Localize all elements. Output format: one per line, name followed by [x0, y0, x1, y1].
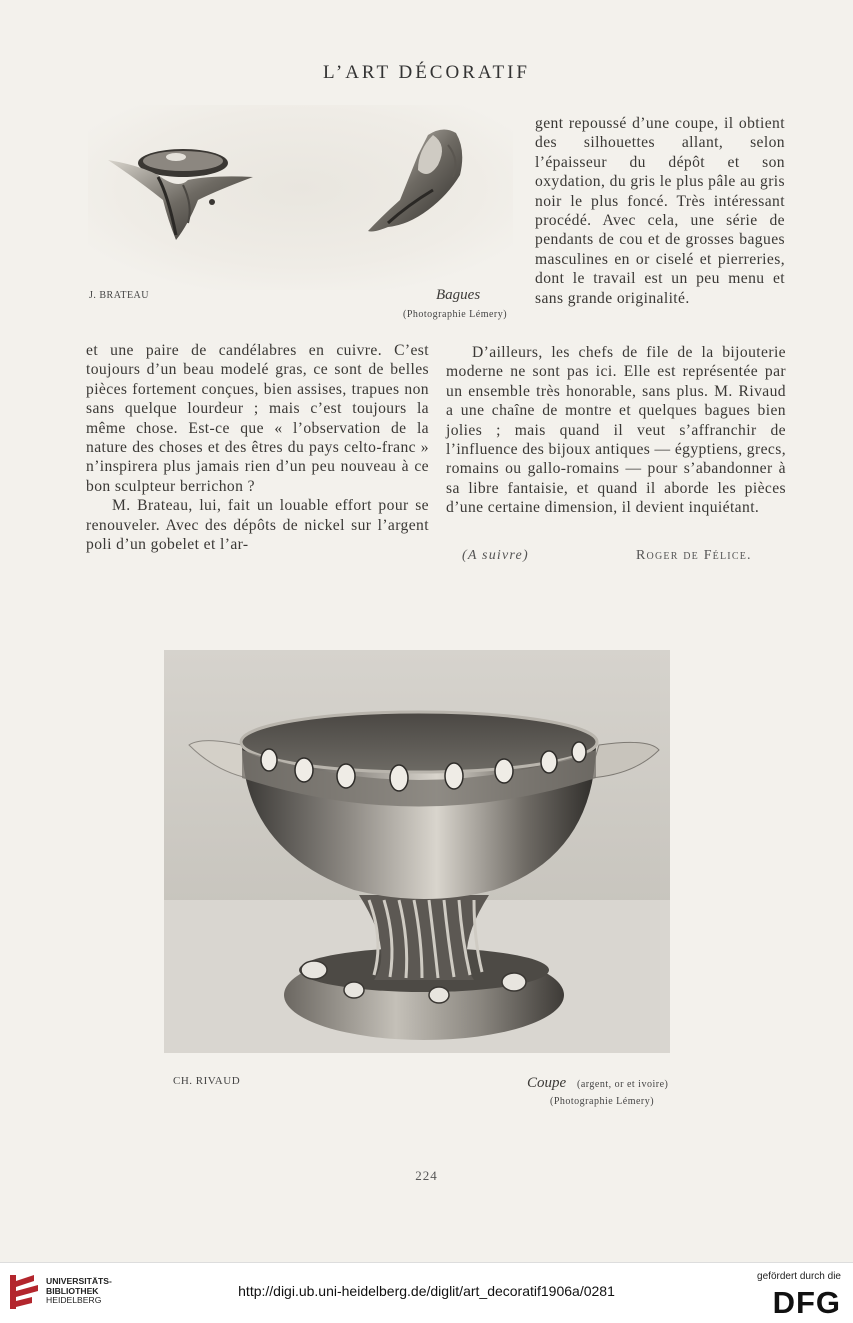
cup-photograph [164, 650, 670, 1053]
left-column [86, 341, 429, 554]
rings-artist: J. BRATEAU [89, 290, 150, 301]
author-signature: Roger de Félice. [636, 548, 752, 563]
library-line: BIBLIOTHEK [46, 1285, 99, 1296]
library-line: HEIDELBERG [46, 1295, 102, 1306]
right-column-bottom [446, 343, 786, 518]
rings-image [88, 105, 513, 290]
page-number: 224 [415, 1168, 438, 1183]
rings-credit: (Photographie Lémery) [403, 309, 508, 320]
cup-title: Coupe [527, 1075, 567, 1091]
cup-credit: (Photographie Lémery) [550, 1096, 655, 1107]
paragraph: M. Brateau, lui, fait un louable effort pour se renouveler. Avec des dépôts de nickel sur l’argent poli d’un gobelet et l’ar- [86, 497, 429, 554]
running-head: L’ART DÉCORATIF [323, 62, 530, 83]
permalink[interactable]: http://digi.ub.uni-heidelberg.de/diglit/art_decoratif1906a/0281 [238, 1283, 615, 1299]
dfg-logo: DFG [772, 1285, 841, 1320]
cup-image [164, 650, 670, 1053]
paragraph: et une paire de candélabres en cuivre. C’est toujours d’un beau modelé gras, ce sont de belles pièces fortement conçues, bien assises, trapues non sans quelque lourdeur ; mais c’est toujours la même chose. Est-ce que « l’observation de la nature des choses et des êtres du pays celto-franc » n’inspirera plus jamais rien d’un peu nouveau à ce bon sculpteur berrichon ? [86, 342, 429, 495]
cup-artist: CH. RIVAUD [173, 1075, 241, 1087]
rings-title: Bagues [436, 287, 481, 303]
library-line: UNIVERSITÄTS- [46, 1276, 112, 1286]
footer-bar [0, 1262, 853, 1323]
paragraph: D’ailleurs, les chefs de file de la bijouterie moderne ne sont pas ici. Elle est représentée par un ensemble très honorable, sans plus. M. Rivaud a une chaîne de montre et quelques bagues bien jolies ; mais quand il veut s’affranchir de l’influence des bijoux antiques — égyptiens, grecs, romains ou gallo-romains — pour s’abandonner à sa libre fantaisie, et quand il aborde les pièces d’une certaine dimension, il devient inquiétant. [446, 344, 786, 517]
right-column-top [535, 114, 785, 308]
funding-label: gefördert durch die [757, 1271, 841, 1282]
to-follow: (A suivre) [462, 548, 529, 563]
paragraph: gent repoussé d’une coupe, il obtient des silhouettes allant, selon l’épaisseur du dépôt et son oxydation, du gris le plus pâle au gris noir le plus foncé. Très intéressant procédé. Avec cela, une série de pendants de cou et de grosses bagues masculines en or ciselé et pierreries, dont le travail est un peu menu et sans grande originalité. [535, 115, 785, 307]
rings-photograph [88, 105, 513, 290]
cup-materials: (argent, or et ivoire) [577, 1079, 669, 1090]
